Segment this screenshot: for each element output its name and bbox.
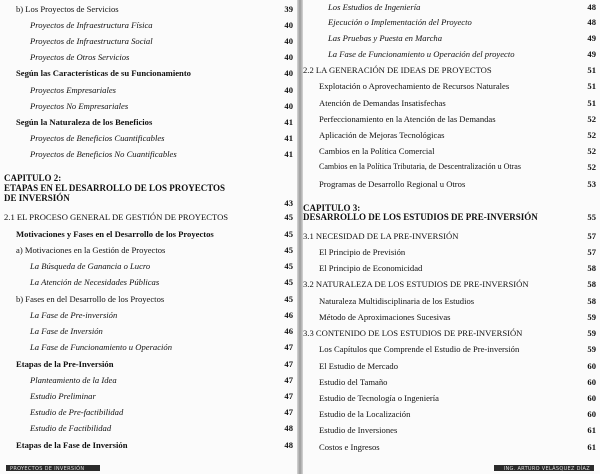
- toc-entry[interactable]: Los Estudios de Ingeniería 48: [328, 2, 596, 12]
- toc-entry[interactable]: Motivaciones y Fases en el Desarrollo de los Proyectos 45: [16, 229, 293, 239]
- toc-entry[interactable]: Proyectos de Infraestructura Física 40: [30, 20, 293, 30]
- toc-entry[interactable]: 2.2 LA GENERACIÓN DE IDEAS DE PROYECTOS 51: [303, 65, 596, 75]
- chapter-3-label: CAPITULO 3:: [303, 203, 361, 213]
- toc-entry[interactable]: Naturaleza Multidisciplinaria de los Estudios 58: [319, 296, 596, 306]
- toc-entry[interactable]: Etapas de la Fase de Inversión 48: [16, 440, 293, 450]
- toc-entry[interactable]: Estudio de Factibilidad 48: [30, 423, 293, 433]
- toc-entry[interactable]: b) Los Proyectos de Servicios 39: [16, 4, 293, 14]
- toc-entry[interactable]: Método de Aproximaciones Sucesivas 59: [319, 312, 596, 322]
- right-page: [303, 0, 600, 474]
- toc-entry[interactable]: Etapas de la Pre-Inversión 47: [16, 359, 293, 369]
- chapter-3-page: 55: [587, 212, 596, 222]
- toc-entry[interactable]: El Principio de Previsión 57: [319, 247, 596, 257]
- toc-entry[interactable]: Estudio del Tamaño 60: [319, 377, 596, 387]
- chapter-2-label: CAPITULO 2:: [4, 173, 62, 183]
- toc-entry[interactable]: Proyectos de Beneficios Cuantificables 41: [30, 133, 293, 143]
- toc-entry[interactable]: Aplicación de Mejoras Tecnológicas 52: [319, 130, 596, 140]
- toc-entry[interactable]: El Estudio de Mercado 60: [319, 361, 596, 371]
- toc-entry[interactable]: Estudio de la Localización 60: [319, 409, 596, 419]
- toc-entry[interactable]: Estudio de Inversiones 61: [319, 425, 596, 435]
- toc-entry[interactable]: Atención de Demandas Insatisfechas 51: [319, 98, 596, 108]
- footer-text: PROYECTOS DE INVERSIÓN: [10, 466, 85, 472]
- chapter-2-page: 43: [284, 198, 293, 208]
- toc-entry[interactable]: Cambios en la Política Comercial 52: [319, 146, 596, 156]
- toc-entry[interactable]: Las Pruebas y Puesta en Marcha 49: [328, 33, 596, 43]
- toc-entry[interactable]: Proyectos de Otros Servicios 40: [30, 52, 293, 62]
- toc-entry[interactable]: Planteamiento de la Idea 47: [30, 375, 293, 385]
- toc-entry[interactable]: 3.3 CONTENIDO DE LOS ESTUDIOS DE PRE-INVERSIÓN 59: [303, 328, 596, 338]
- chapter-3-title: DESARROLLO DE LOS ESTUDIOS DE PRE-INVERSIÓN: [303, 212, 538, 222]
- toc-entry[interactable]: Estudio Preliminar 47: [30, 391, 293, 401]
- toc-entry[interactable]: 3.2 NATURALEZA DE LOS ESTUDIOS DE PRE-INVERSIÓN 58: [303, 279, 596, 289]
- toc-entry[interactable]: Los Capítulos que Comprende el Estudio de Pre-inversión 59: [319, 344, 596, 354]
- toc-entry[interactable]: a) Motivaciones en la Gestión de Proyectos 45: [16, 245, 293, 255]
- toc-entry[interactable]: La Fase de Pre-inversión 46: [30, 310, 293, 320]
- toc-entry[interactable]: Ejecución o Implementación del Proyecto 48: [328, 17, 596, 27]
- toc-entry[interactable]: Proyectos de Beneficios No Cuantificables 41: [30, 149, 293, 159]
- toc-entry[interactable]: La Fase de Funcionamiento u Operación 47: [30, 342, 293, 352]
- footer-text: ING. ARTURO VELÁSQUEZ DÍAZ: [503, 466, 590, 472]
- chapter-2-title-cont: DE INVERSIÓN: [4, 193, 70, 203]
- toc-entry[interactable]: Estudio de Tecnología o Ingeniería 60: [319, 393, 596, 403]
- chapter-2-title: ETAPAS EN EL DESARROLLO DE LOS PROYECTOS: [4, 183, 226, 193]
- toc-entry[interactable]: Costos e Ingresos 61: [319, 442, 596, 452]
- toc-entry[interactable]: Según las Características de su Funcionamiento 40: [16, 68, 293, 78]
- toc-entry[interactable]: La Búsqueda de Ganancia o Lucro 45: [30, 261, 293, 271]
- toc-entry[interactable]: La Fase de Funcionamiento u Operación del proyecto 49: [328, 49, 596, 59]
- toc-entry[interactable]: Cambios en la Política Tributaria, de Descentralización u Otras 52: [319, 162, 596, 172]
- toc-entry[interactable]: El Principio de Economicidad 58: [319, 263, 596, 273]
- toc-entry[interactable]: Según la Naturaleza de los Beneficios 41: [16, 117, 293, 127]
- toc-entry[interactable]: Estudio de Pre-factibilidad 47: [30, 407, 293, 417]
- toc-entry[interactable]: b) Fases en del Desarrollo de los Proyectos 45: [16, 294, 293, 304]
- toc-entry[interactable]: 3.1 NECESIDAD DE LA PRE-INVERSIÓN 57: [303, 231, 596, 241]
- toc-entry[interactable]: La Fase de Inversión 46: [30, 326, 293, 336]
- toc-entry[interactable]: Perfeccionamiento en la Atención de las Demandas 52: [319, 114, 596, 124]
- toc-entry[interactable]: 2.1 EL PROCESO GENERAL DE GESTIÓN DE PROYECTOS 45: [4, 212, 293, 222]
- toc-entry[interactable]: La Atención de Necesidades Públicas 45: [30, 277, 293, 287]
- left-page: [0, 0, 297, 474]
- toc-entry[interactable]: Explotación o Aprovechamiento de Recursos Naturales 51: [319, 81, 596, 91]
- toc-entry[interactable]: Proyectos Empresariales 40: [30, 85, 293, 95]
- toc-entry[interactable]: Proyectos No Empresariales 40: [30, 101, 293, 111]
- toc-entry[interactable]: Proyectos de Infraestructura Social 40: [30, 36, 293, 46]
- toc-entry[interactable]: Programas de Desarrollo Regional u Otros 53: [319, 179, 596, 189]
